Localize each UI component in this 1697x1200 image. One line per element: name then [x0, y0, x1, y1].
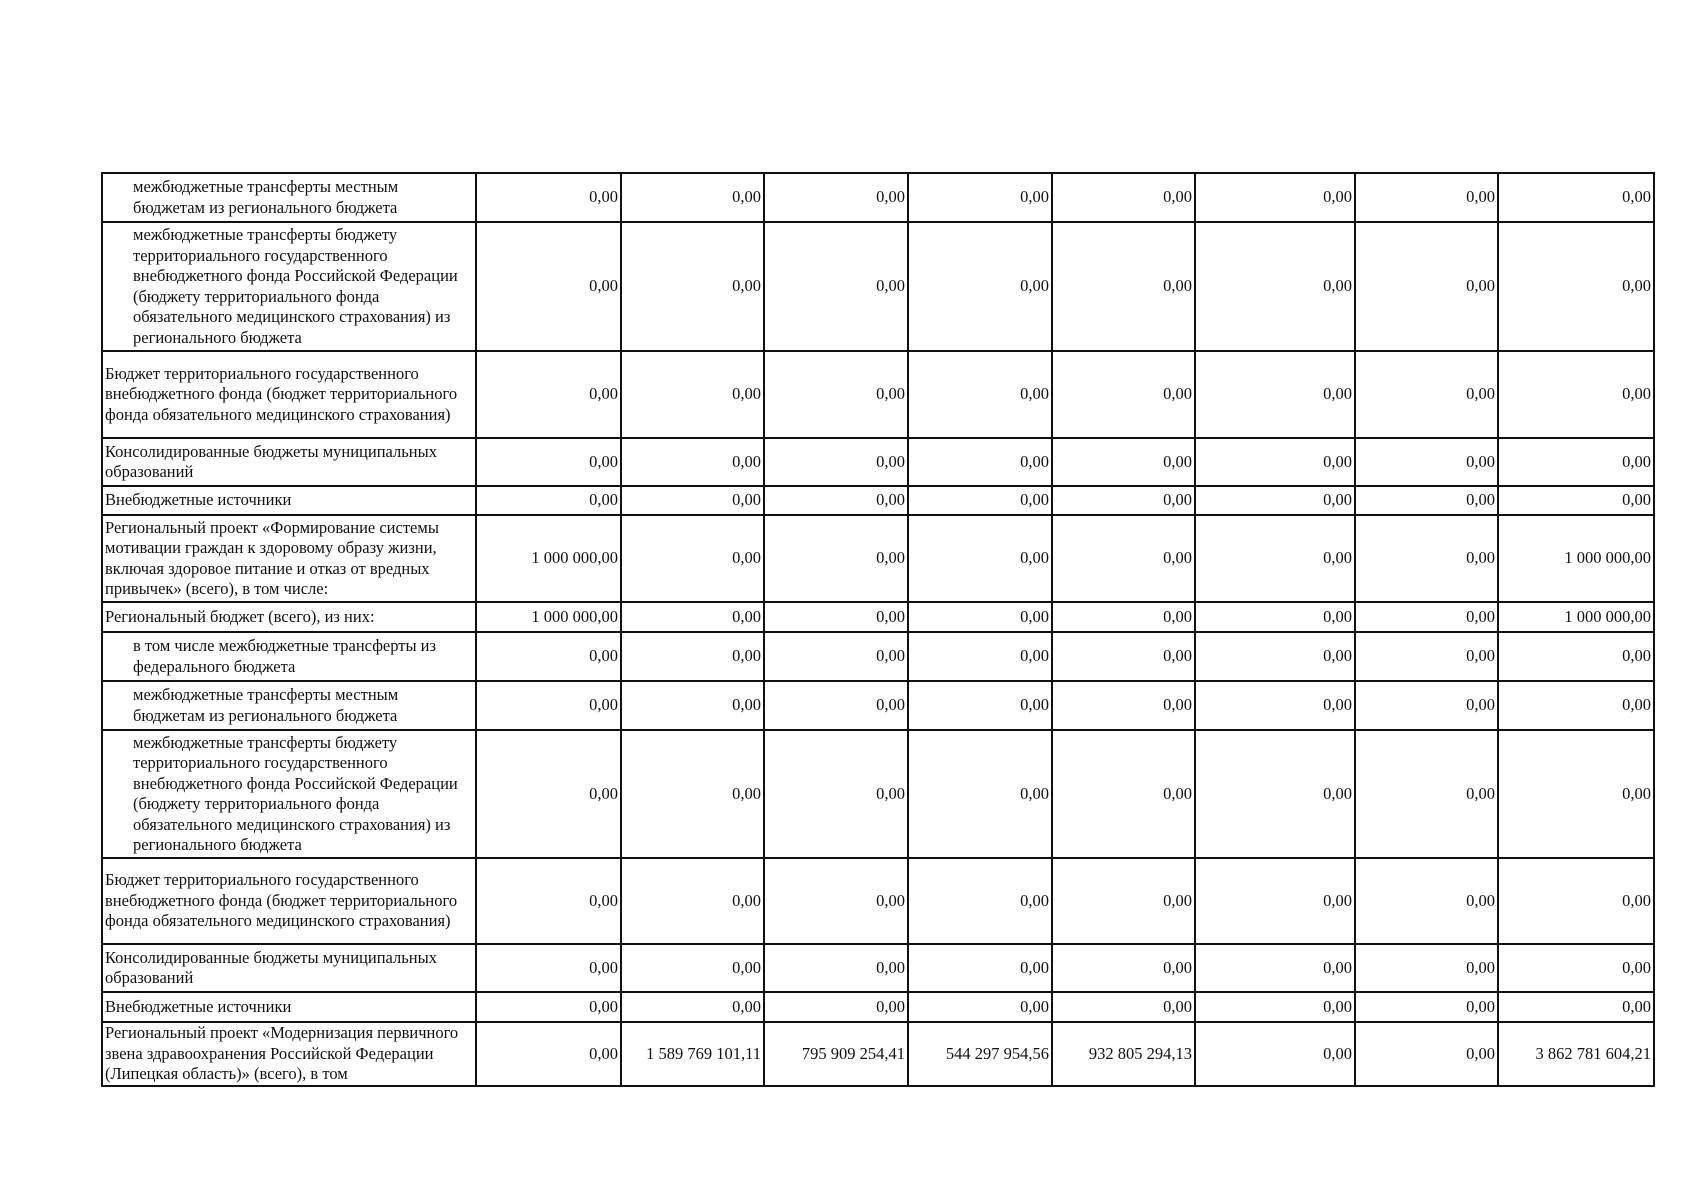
value-cell: 0,00	[476, 222, 621, 351]
value-cell: 1 000 000,00	[1498, 515, 1654, 602]
value-cell: 0,00	[1195, 944, 1355, 992]
value-cell: 0,00	[908, 222, 1052, 351]
value-cell: 0,00	[621, 992, 764, 1022]
row-label-cell	[102, 515, 476, 602]
table-row	[102, 173, 1654, 222]
value-cell: 0,00	[908, 858, 1052, 944]
value-cell: 0,00	[908, 602, 1052, 632]
value-cell: 0,00	[1498, 944, 1654, 992]
row-label: Региональный проект «Формирование системы мотивации граждан к здоровому образу жизни, включая здоровое питание и отказ от вредных привычек» (всего), в том числе:	[105, 517, 439, 598]
value-cell: 0,00	[1355, 681, 1498, 730]
table-body	[102, 173, 1654, 1086]
value-cell: 0,00	[1195, 730, 1355, 858]
value-cell: 0,00	[1498, 438, 1654, 486]
table-row	[102, 944, 1654, 992]
value-cell: 0,00	[908, 730, 1052, 858]
table-row	[102, 438, 1654, 486]
value-cell: 0,00	[1052, 351, 1195, 438]
value-cell: 0,00	[764, 515, 908, 602]
value-cell: 0,00	[1355, 515, 1498, 602]
value-cell: 0,00	[1195, 515, 1355, 602]
row-label: Бюджет территориального государственного внебюджетного фонда (бюджет территориального фонда обязательного медицинского страхования)	[105, 870, 458, 931]
value-cell: 0,00	[764, 602, 908, 632]
value-cell: 1 000 000,00	[1498, 602, 1654, 632]
value-cell: 0,00	[476, 992, 621, 1022]
value-cell: 0,00	[1355, 173, 1498, 222]
value-cell: 0,00	[764, 730, 908, 858]
value-cell: 0,00	[621, 515, 764, 602]
value-cell: 0,00	[764, 222, 908, 351]
table-row	[102, 222, 1654, 351]
value-cell: 0,00	[621, 222, 764, 351]
value-cell: 0,00	[764, 351, 908, 438]
value-cell: 0,00	[1052, 602, 1195, 632]
row-label-cell	[102, 351, 476, 438]
value-cell: 0,00	[1052, 730, 1195, 858]
value-cell: 0,00	[1195, 602, 1355, 632]
value-cell: 0,00	[1052, 173, 1195, 222]
value-cell: 0,00	[1498, 730, 1654, 858]
value-cell: 0,00	[1355, 486, 1498, 515]
value-cell: 0,00	[1195, 173, 1355, 222]
value-cell: 1 000 000,00	[476, 515, 621, 602]
budget-table	[101, 172, 1655, 1087]
value-cell: 0,00	[908, 173, 1052, 222]
value-cell: 0,00	[764, 944, 908, 992]
value-cell: 795 909 254,41	[764, 1022, 908, 1086]
value-cell: 0,00	[1052, 858, 1195, 944]
row-label: межбюджетные трансферты бюджету территориального государственного внебюджетного фонда Российской Федерации (бюджету территориального фонда обязательного медицинского страхования) из регионального бюджета	[133, 225, 458, 347]
value-cell: 0,00	[764, 173, 908, 222]
row-label: Региональный бюджет (всего), из них:	[105, 606, 375, 626]
row-label-cell	[102, 858, 476, 944]
value-cell: 0,00	[1498, 222, 1654, 351]
value-cell: 0,00	[908, 992, 1052, 1022]
value-cell: 0,00	[621, 632, 764, 681]
value-cell: 544 297 954,56	[908, 1022, 1052, 1086]
row-label: Внебюджетные источники	[105, 996, 292, 1016]
value-cell: 0,00	[476, 173, 621, 222]
value-cell: 0,00	[1052, 632, 1195, 681]
value-cell: 0,00	[908, 632, 1052, 681]
row-label-cell	[102, 944, 476, 992]
value-cell: 0,00	[1355, 858, 1498, 944]
table-row	[102, 351, 1654, 438]
value-cell: 0,00	[1498, 486, 1654, 515]
value-cell: 0,00	[476, 944, 621, 992]
value-cell: 0,00	[1355, 1022, 1498, 1086]
table-row	[102, 681, 1654, 730]
value-cell: 0,00	[908, 515, 1052, 602]
value-cell: 0,00	[1355, 632, 1498, 681]
value-cell: 0,00	[764, 858, 908, 944]
row-label: Бюджет территориального государственного внебюджетного фонда (бюджет территориального фонда обязательного медицинского страхования)	[105, 363, 458, 424]
row-label: Региональный проект «Модернизация первичного звена здравоохранения Российской Федерации (Липецкая область)» (всего), в том	[105, 1023, 459, 1083]
value-cell: 0,00	[1355, 944, 1498, 992]
value-cell: 0,00	[476, 632, 621, 681]
value-cell: 0,00	[476, 351, 621, 438]
value-cell: 0,00	[1052, 222, 1195, 351]
value-cell: 0,00	[1052, 438, 1195, 486]
value-cell: 0,00	[1052, 486, 1195, 515]
value-cell: 0,00	[1355, 438, 1498, 486]
value-cell: 0,00	[764, 681, 908, 730]
row-label-cell	[102, 602, 476, 632]
value-cell: 0,00	[764, 992, 908, 1022]
table-row	[102, 992, 1654, 1022]
value-cell: 932 805 294,13	[1052, 1022, 1195, 1086]
row-label: Консолидированные бюджеты муниципальных образований	[105, 441, 437, 481]
row-label: в том числе межбюджетные трансферты из федерального бюджета	[133, 636, 437, 676]
value-cell: 0,00	[476, 1022, 621, 1086]
value-cell: 0,00	[621, 730, 764, 858]
value-cell: 3 862 781 604,21	[1498, 1022, 1654, 1086]
value-cell: 0,00	[908, 438, 1052, 486]
value-cell: 0,00	[1498, 351, 1654, 438]
value-cell: 0,00	[1052, 944, 1195, 992]
value-cell: 0,00	[1195, 222, 1355, 351]
row-label: межбюджетные трансферты местным бюджетам из регионального бюджета	[133, 685, 399, 725]
value-cell: 0,00	[621, 858, 764, 944]
value-cell: 0,00	[1498, 681, 1654, 730]
value-cell: 0,00	[1052, 515, 1195, 602]
value-cell: 0,00	[1195, 992, 1355, 1022]
value-cell: 0,00	[1355, 351, 1498, 438]
value-cell: 0,00	[621, 486, 764, 515]
value-cell: 0,00	[1195, 858, 1355, 944]
row-label-cell	[102, 486, 476, 515]
value-cell: 0,00	[1355, 222, 1498, 351]
table-row	[102, 515, 1654, 602]
value-cell: 0,00	[476, 858, 621, 944]
value-cell: 0,00	[908, 486, 1052, 515]
value-cell: 0,00	[476, 438, 621, 486]
row-label: межбюджетные трансферты бюджету территориального государственного внебюджетного фонда Российской Федерации (бюджету территориального фонда обязательного медицинского страхования) из регионального бюджета	[133, 732, 458, 854]
row-label: межбюджетные трансферты местным бюджетам из регионального бюджета	[133, 177, 399, 217]
value-cell: 0,00	[1052, 992, 1195, 1022]
row-label-cell	[102, 632, 476, 681]
value-cell: 0,00	[1195, 438, 1355, 486]
row-label-cell	[102, 992, 476, 1022]
table-row	[102, 602, 1654, 632]
value-cell: 0,00	[476, 486, 621, 515]
value-cell: 0,00	[1195, 1022, 1355, 1086]
value-cell: 0,00	[1195, 486, 1355, 515]
row-label-cell	[102, 173, 476, 222]
value-cell: 1 000 000,00	[476, 602, 621, 632]
value-cell: 0,00	[621, 351, 764, 438]
value-cell: 0,00	[908, 944, 1052, 992]
value-cell: 0,00	[1195, 681, 1355, 730]
row-label: Внебюджетные источники	[105, 490, 292, 510]
value-cell: 0,00	[476, 730, 621, 858]
value-cell: 0,00	[621, 438, 764, 486]
row-label-cell	[102, 438, 476, 486]
value-cell: 0,00	[764, 486, 908, 515]
value-cell: 0,00	[1355, 602, 1498, 632]
value-cell: 0,00	[621, 173, 764, 222]
table-row	[102, 858, 1654, 944]
value-cell: 0,00	[621, 944, 764, 992]
value-cell: 0,00	[621, 602, 764, 632]
value-cell: 0,00	[764, 438, 908, 486]
value-cell: 0,00	[1498, 858, 1654, 944]
table-row	[102, 486, 1654, 515]
value-cell: 0,00	[1498, 173, 1654, 222]
value-cell: 0,00	[1498, 632, 1654, 681]
row-label-cell	[102, 1022, 476, 1086]
table-row	[102, 632, 1654, 681]
value-cell: 0,00	[476, 681, 621, 730]
value-cell: 0,00	[764, 632, 908, 681]
value-cell: 1 589 769 101,11	[621, 1022, 764, 1086]
value-cell: 0,00	[1195, 632, 1355, 681]
value-cell: 0,00	[1195, 351, 1355, 438]
value-cell: 0,00	[621, 681, 764, 730]
row-label: Консолидированные бюджеты муниципальных образований	[105, 947, 437, 987]
row-label-cell	[102, 222, 476, 351]
value-cell: 0,00	[1498, 992, 1654, 1022]
value-cell: 0,00	[908, 351, 1052, 438]
value-cell: 0,00	[1355, 730, 1498, 858]
table-row	[102, 730, 1654, 858]
value-cell: 0,00	[1052, 681, 1195, 730]
table-row	[102, 1022, 1654, 1086]
row-label-cell	[102, 730, 476, 858]
value-cell: 0,00	[1355, 992, 1498, 1022]
value-cell: 0,00	[908, 681, 1052, 730]
row-label-cell	[102, 681, 476, 730]
